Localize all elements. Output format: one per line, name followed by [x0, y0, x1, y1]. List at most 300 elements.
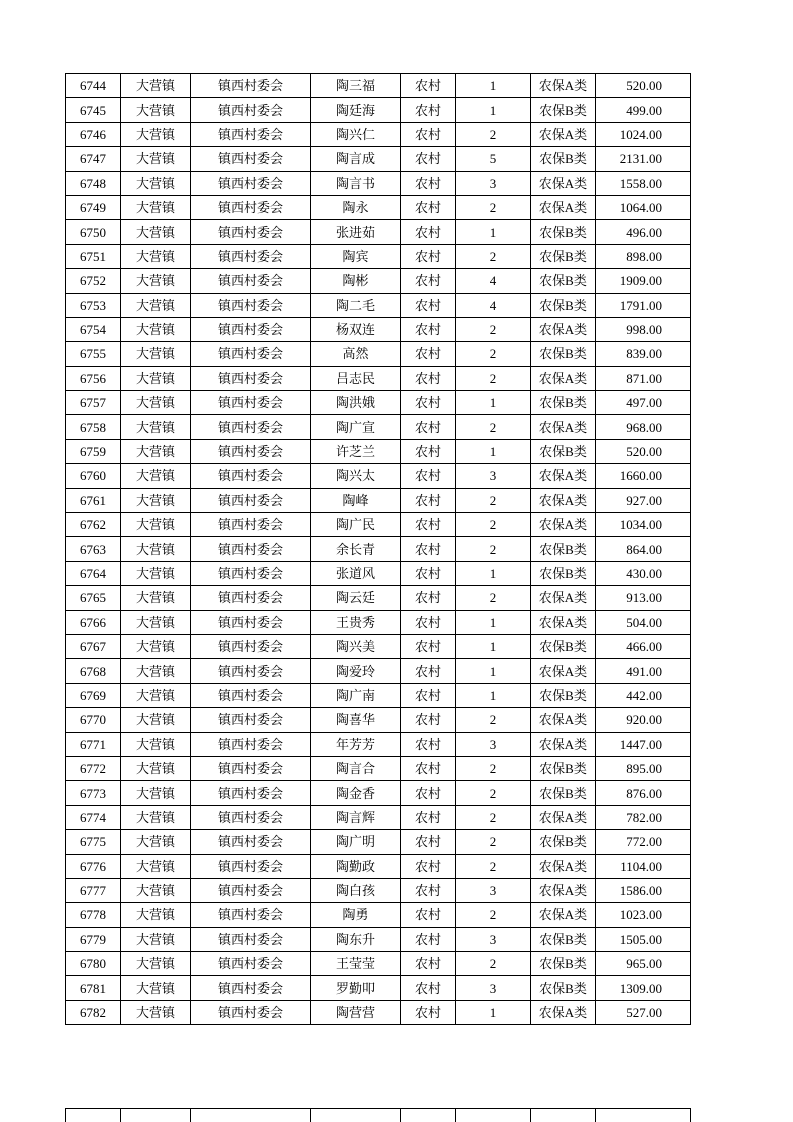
table-row: [66, 610, 691, 634]
cell-insurance: 农保B类: [531, 220, 596, 244]
cell-name: 陶金香: [311, 781, 401, 805]
cell-id: 6765: [66, 586, 121, 610]
cell-insurance: 农保B类: [531, 269, 596, 293]
cell-residence: 农村: [401, 317, 456, 341]
cell-count: 1: [456, 98, 531, 122]
table-row: [66, 513, 691, 537]
cell-amount: 1309.00: [596, 976, 691, 1000]
cell-name: 陶勇: [311, 903, 401, 927]
cell-id: 6763: [66, 537, 121, 561]
cell-insurance: 农保A类: [531, 317, 596, 341]
cell-village: 镇西村委会: [191, 903, 311, 927]
cell-name: 陶廷海: [311, 98, 401, 122]
table-row: [66, 98, 691, 122]
table-row: [66, 244, 691, 268]
cell-id: 6771: [66, 732, 121, 756]
cell-insurance: 农保B类: [531, 147, 596, 171]
cell-count: 1: [456, 391, 531, 415]
cell-insurance: 农保A类: [531, 732, 596, 756]
cell-id: 6764: [66, 561, 121, 585]
cell-name: 陶言书: [311, 171, 401, 195]
cell-insurance: 农保A类: [531, 513, 596, 537]
cell-town: 大营镇: [121, 147, 191, 171]
cell-town: 大营镇: [121, 659, 191, 683]
cell-residence: 农村: [401, 147, 456, 171]
cell-name: 张进茹: [311, 220, 401, 244]
cell-town: 大营镇: [121, 805, 191, 829]
cell-insurance: 农保A类: [531, 366, 596, 390]
cell-name: 陶广宣: [311, 415, 401, 439]
table-row: [66, 195, 691, 219]
cell-amount: 1064.00: [596, 195, 691, 219]
cell-insurance: 农保B类: [531, 634, 596, 658]
cell-amount: 1586.00: [596, 878, 691, 902]
cell-id: 6781: [66, 976, 121, 1000]
table-row: [66, 537, 691, 561]
cell-village: 镇西村委会: [191, 147, 311, 171]
cell-count: 2: [456, 488, 531, 512]
table-row: [66, 878, 691, 902]
cell-residence: 农村: [401, 171, 456, 195]
cell-residence: 农村: [401, 659, 456, 683]
cell-id: 6772: [66, 756, 121, 780]
cell-name: 陶广民: [311, 513, 401, 537]
payments-table: [65, 73, 691, 1025]
cell-residence: 农村: [401, 927, 456, 951]
cell-id: 6753: [66, 293, 121, 317]
cell-id: 6769: [66, 683, 121, 707]
cell-town: 大营镇: [121, 781, 191, 805]
cell-town: 大营镇: [121, 634, 191, 658]
cell-count: 2: [456, 903, 531, 927]
cell-town: 大营镇: [121, 732, 191, 756]
cell-id: 6755: [66, 342, 121, 366]
cell-count: 1: [456, 610, 531, 634]
cell-id: 6744: [66, 74, 121, 98]
cell-town: 大营镇: [121, 854, 191, 878]
table-row: [66, 74, 691, 98]
cell-name: 高然: [311, 342, 401, 366]
cell-amount: 1909.00: [596, 269, 691, 293]
cell-town: 大营镇: [121, 756, 191, 780]
table-row: [66, 293, 691, 317]
cell-count: 2: [456, 805, 531, 829]
cell-amount: 876.00: [596, 781, 691, 805]
cell-village: 镇西村委会: [191, 391, 311, 415]
cell-residence: 农村: [401, 391, 456, 415]
cell-id: 6776: [66, 854, 121, 878]
cell-village: 镇西村委会: [191, 513, 311, 537]
cell-count: [456, 1109, 531, 1122]
cell-count: 3: [456, 878, 531, 902]
table-row: [66, 171, 691, 195]
cell-name: 陶言合: [311, 756, 401, 780]
cell-village: 镇西村委会: [191, 488, 311, 512]
cell-name: 杨双连: [311, 317, 401, 341]
cell-name: 陶兴美: [311, 634, 401, 658]
cell-insurance: 农保B类: [531, 830, 596, 854]
cell-residence: 农村: [401, 269, 456, 293]
cell-count: 2: [456, 244, 531, 268]
cell-residence: 农村: [401, 976, 456, 1000]
cell-amount: 496.00: [596, 220, 691, 244]
cell-id: 6761: [66, 488, 121, 512]
cell-town: 大营镇: [121, 439, 191, 463]
cell-count: 2: [456, 122, 531, 146]
cell-count: 3: [456, 171, 531, 195]
cell-residence: 农村: [401, 1000, 456, 1024]
cell-village: 镇西村委会: [191, 830, 311, 854]
cell-village: 镇西村委会: [191, 195, 311, 219]
cell-name: 年芳芳: [311, 732, 401, 756]
cell-residence: 农村: [401, 244, 456, 268]
cell-town: 大营镇: [121, 561, 191, 585]
cell-residence: 农村: [401, 537, 456, 561]
cell-id: 6747: [66, 147, 121, 171]
cell-count: 2: [456, 708, 531, 732]
cell-insurance: 农保B类: [531, 976, 596, 1000]
cell-insurance: 农保B类: [531, 683, 596, 707]
cell-town: 大营镇: [121, 269, 191, 293]
cell-insurance: 农保B类: [531, 781, 596, 805]
cell-town: 大营镇: [121, 317, 191, 341]
cell-insurance: 农保B类: [531, 439, 596, 463]
cell-insurance: 农保B类: [531, 561, 596, 585]
cell-residence: 农村: [401, 195, 456, 219]
table-body: [66, 74, 691, 1025]
cell-town: 大营镇: [121, 98, 191, 122]
cell-residence: 农村: [401, 610, 456, 634]
cell-id: 6756: [66, 366, 121, 390]
cell-village: 镇西村委会: [191, 952, 311, 976]
cell-name: 陶彬: [311, 269, 401, 293]
cell-insurance: 农保A类: [531, 122, 596, 146]
cell-amount: 839.00: [596, 342, 691, 366]
cell-village: 镇西村委会: [191, 171, 311, 195]
cell-amount: 782.00: [596, 805, 691, 829]
table-row: [66, 1000, 691, 1024]
cell-name: 陶言成: [311, 147, 401, 171]
cell-insurance: 农保B类: [531, 244, 596, 268]
cell-residence: [401, 1109, 456, 1122]
cell-village: 镇西村委会: [191, 610, 311, 634]
cell-amount: 913.00: [596, 586, 691, 610]
cell-residence: 农村: [401, 708, 456, 732]
table-row: [66, 659, 691, 683]
cell-village: 镇西村委会: [191, 98, 311, 122]
cell-count: 2: [456, 830, 531, 854]
cell-amount: 499.00: [596, 98, 691, 122]
cell-count: 2: [456, 854, 531, 878]
table-row: [66, 342, 691, 366]
cell-id: 6770: [66, 708, 121, 732]
cell-amount: 466.00: [596, 634, 691, 658]
cell-village: 镇西村委会: [191, 317, 311, 341]
cell-id: 6748: [66, 171, 121, 195]
cell-amount: 2131.00: [596, 147, 691, 171]
cell-town: 大营镇: [121, 708, 191, 732]
cell-residence: 农村: [401, 683, 456, 707]
cell-town: 大营镇: [121, 391, 191, 415]
cell-name: 陶洪娥: [311, 391, 401, 415]
cell-count: 1: [456, 1000, 531, 1024]
cell-amount: 1558.00: [596, 171, 691, 195]
table-row: [66, 488, 691, 512]
cell-id: 6746: [66, 122, 121, 146]
cell-residence: 农村: [401, 293, 456, 317]
cell-amount: 998.00: [596, 317, 691, 341]
table-row: [66, 366, 691, 390]
cell-residence: 农村: [401, 854, 456, 878]
cell-id: 6757: [66, 391, 121, 415]
cell-id: 6777: [66, 878, 121, 902]
cell-insurance: [531, 1109, 596, 1122]
cell-residence: 农村: [401, 122, 456, 146]
cell-village: 镇西村委会: [191, 878, 311, 902]
cell-count: 2: [456, 586, 531, 610]
cell-amount: 898.00: [596, 244, 691, 268]
cell-town: 大营镇: [121, 366, 191, 390]
cell-insurance: 农保B类: [531, 342, 596, 366]
cell-town: 大营镇: [121, 878, 191, 902]
cell-village: 镇西村委会: [191, 537, 311, 561]
cell-count: 1: [456, 634, 531, 658]
cell-village: 镇西村委会: [191, 1000, 311, 1024]
cell-residence: 农村: [401, 98, 456, 122]
table-row: [66, 1109, 691, 1122]
cell-count: 2: [456, 195, 531, 219]
cell-residence: 农村: [401, 439, 456, 463]
cell-count: 1: [456, 561, 531, 585]
table-row: [66, 708, 691, 732]
cell-residence: 农村: [401, 878, 456, 902]
table-row: [66, 220, 691, 244]
table-row: [66, 756, 691, 780]
cell-town: 大营镇: [121, 342, 191, 366]
table-row: [66, 561, 691, 585]
table-row: [66, 732, 691, 756]
cell-count: 4: [456, 269, 531, 293]
table-row: [66, 976, 691, 1000]
table-row: [66, 317, 691, 341]
cell-count: 3: [456, 464, 531, 488]
cell-name: 吕志民: [311, 366, 401, 390]
partial-next-row: [65, 1108, 691, 1122]
cell-amount: 1791.00: [596, 293, 691, 317]
cell-name: 陶白孩: [311, 878, 401, 902]
cell-village: 镇西村委会: [191, 439, 311, 463]
table-row: [66, 122, 691, 146]
cell-id: 6759: [66, 439, 121, 463]
cell-town: [121, 1109, 191, 1122]
cell-count: 1: [456, 74, 531, 98]
cell-town: 大营镇: [121, 683, 191, 707]
cell-insurance: 农保A类: [531, 659, 596, 683]
table-row: [66, 854, 691, 878]
cell-amount: 965.00: [596, 952, 691, 976]
cell-insurance: 农保B类: [531, 537, 596, 561]
cell-residence: 农村: [401, 342, 456, 366]
cell-id: 6762: [66, 513, 121, 537]
cell-village: 镇西村委会: [191, 854, 311, 878]
cell-residence: 农村: [401, 805, 456, 829]
cell-town: 大营镇: [121, 464, 191, 488]
cell-amount: 520.00: [596, 439, 691, 463]
cell-id: 6782: [66, 1000, 121, 1024]
cell-insurance: 农保A类: [531, 586, 596, 610]
cell-village: 镇西村委会: [191, 464, 311, 488]
cell-amount: 871.00: [596, 366, 691, 390]
cell-name: 陶营营: [311, 1000, 401, 1024]
table-row: [66, 903, 691, 927]
cell-count: 2: [456, 317, 531, 341]
cell-insurance: 农保B类: [531, 98, 596, 122]
table-row: [66, 464, 691, 488]
table-row: [66, 781, 691, 805]
cell-amount: 1024.00: [596, 122, 691, 146]
cell-name: 陶爱玲: [311, 659, 401, 683]
cell-amount: 497.00: [596, 391, 691, 415]
cell-name: 陶云廷: [311, 586, 401, 610]
cell-residence: 农村: [401, 488, 456, 512]
table-row: [66, 952, 691, 976]
cell-village: 镇西村委会: [191, 634, 311, 658]
cell-town: 大营镇: [121, 293, 191, 317]
cell-amount: 442.00: [596, 683, 691, 707]
cell-amount: 895.00: [596, 756, 691, 780]
cell-name: 陶东升: [311, 927, 401, 951]
table-row: [66, 927, 691, 951]
cell-amount: 1660.00: [596, 464, 691, 488]
cell-id: 6779: [66, 927, 121, 951]
cell-insurance: 农保A类: [531, 805, 596, 829]
cell-residence: 农村: [401, 952, 456, 976]
cell-id: 6778: [66, 903, 121, 927]
cell-insurance: 农保B类: [531, 756, 596, 780]
table-row: [66, 391, 691, 415]
cell-count: 3: [456, 732, 531, 756]
cell-residence: 农村: [401, 366, 456, 390]
cell-amount: 520.00: [596, 74, 691, 98]
table-row: [66, 415, 691, 439]
cell-insurance: 农保A类: [531, 854, 596, 878]
cell-town: 大营镇: [121, 830, 191, 854]
cell-village: 镇西村委会: [191, 122, 311, 146]
cell-name: 陶兴太: [311, 464, 401, 488]
table-row: [66, 830, 691, 854]
cell-town: 大营镇: [121, 952, 191, 976]
cell-village: 镇西村委会: [191, 269, 311, 293]
cell-id: 6760: [66, 464, 121, 488]
cell-id: 6775: [66, 830, 121, 854]
cell-village: 镇西村委会: [191, 415, 311, 439]
cell-id: 6749: [66, 195, 121, 219]
cell-insurance: 农保A类: [531, 1000, 596, 1024]
cell-amount: 772.00: [596, 830, 691, 854]
cell-count: 2: [456, 781, 531, 805]
cell-insurance: 农保A类: [531, 708, 596, 732]
cell-count: 3: [456, 927, 531, 951]
cell-count: 2: [456, 952, 531, 976]
cell-insurance: 农保B类: [531, 391, 596, 415]
cell-village: 镇西村委会: [191, 342, 311, 366]
cell-id: 6773: [66, 781, 121, 805]
cell-insurance: 农保A类: [531, 195, 596, 219]
cell-name: 陶言辉: [311, 805, 401, 829]
cell-village: 镇西村委会: [191, 659, 311, 683]
cell-residence: 农村: [401, 220, 456, 244]
cell-insurance: 农保A类: [531, 171, 596, 195]
cell-id: 6768: [66, 659, 121, 683]
cell-amount: 1104.00: [596, 854, 691, 878]
cell-village: 镇西村委会: [191, 732, 311, 756]
cell-village: 镇西村委会: [191, 293, 311, 317]
cell-village: 镇西村委会: [191, 586, 311, 610]
cell-town: 大营镇: [121, 927, 191, 951]
cell-name: 王莹莹: [311, 952, 401, 976]
cell-insurance: 农保B类: [531, 927, 596, 951]
cell-residence: 农村: [401, 561, 456, 585]
cell-id: 6745: [66, 98, 121, 122]
cell-village: 镇西村委会: [191, 244, 311, 268]
cell-name: 罗勤叩: [311, 976, 401, 1000]
cell-name: 余长青: [311, 537, 401, 561]
cell-town: 大营镇: [121, 171, 191, 195]
cell-town: 大营镇: [121, 74, 191, 98]
cell-id: 6751: [66, 244, 121, 268]
table-row: [66, 805, 691, 829]
cell-village: 镇西村委会: [191, 976, 311, 1000]
cell-residence: 农村: [401, 756, 456, 780]
cell-insurance: 农保A类: [531, 610, 596, 634]
cell-name: 张道风: [311, 561, 401, 585]
cell-town: 大营镇: [121, 976, 191, 1000]
cell-id: [66, 1109, 121, 1122]
cell-village: [191, 1109, 311, 1122]
cell-id: 6780: [66, 952, 121, 976]
cell-town: 大营镇: [121, 513, 191, 537]
cell-count: 1: [456, 220, 531, 244]
cell-amount: 920.00: [596, 708, 691, 732]
cell-name: 陶喜华: [311, 708, 401, 732]
cell-town: 大营镇: [121, 1000, 191, 1024]
cell-count: 2: [456, 537, 531, 561]
cell-amount: 864.00: [596, 537, 691, 561]
cell-id: 6774: [66, 805, 121, 829]
cell-name: 王贵秀: [311, 610, 401, 634]
cell-name: 陶勤政: [311, 854, 401, 878]
cell-name: 陶二毛: [311, 293, 401, 317]
cell-count: 1: [456, 683, 531, 707]
cell-insurance: 农保A类: [531, 878, 596, 902]
cell-id: 6766: [66, 610, 121, 634]
cell-insurance: 农保A类: [531, 488, 596, 512]
cell-village: 镇西村委会: [191, 805, 311, 829]
cell-residence: 农村: [401, 830, 456, 854]
cell-amount: 504.00: [596, 610, 691, 634]
cell-name: [311, 1109, 401, 1122]
cell-town: 大营镇: [121, 244, 191, 268]
cell-count: 5: [456, 147, 531, 171]
cell-name: 陶广明: [311, 830, 401, 854]
cell-residence: 农村: [401, 513, 456, 537]
cell-town: 大营镇: [121, 195, 191, 219]
cell-insurance: 农保A类: [531, 903, 596, 927]
table-row: [66, 634, 691, 658]
cell-amount: 430.00: [596, 561, 691, 585]
table-row: [66, 439, 691, 463]
cell-insurance: 农保A类: [531, 464, 596, 488]
